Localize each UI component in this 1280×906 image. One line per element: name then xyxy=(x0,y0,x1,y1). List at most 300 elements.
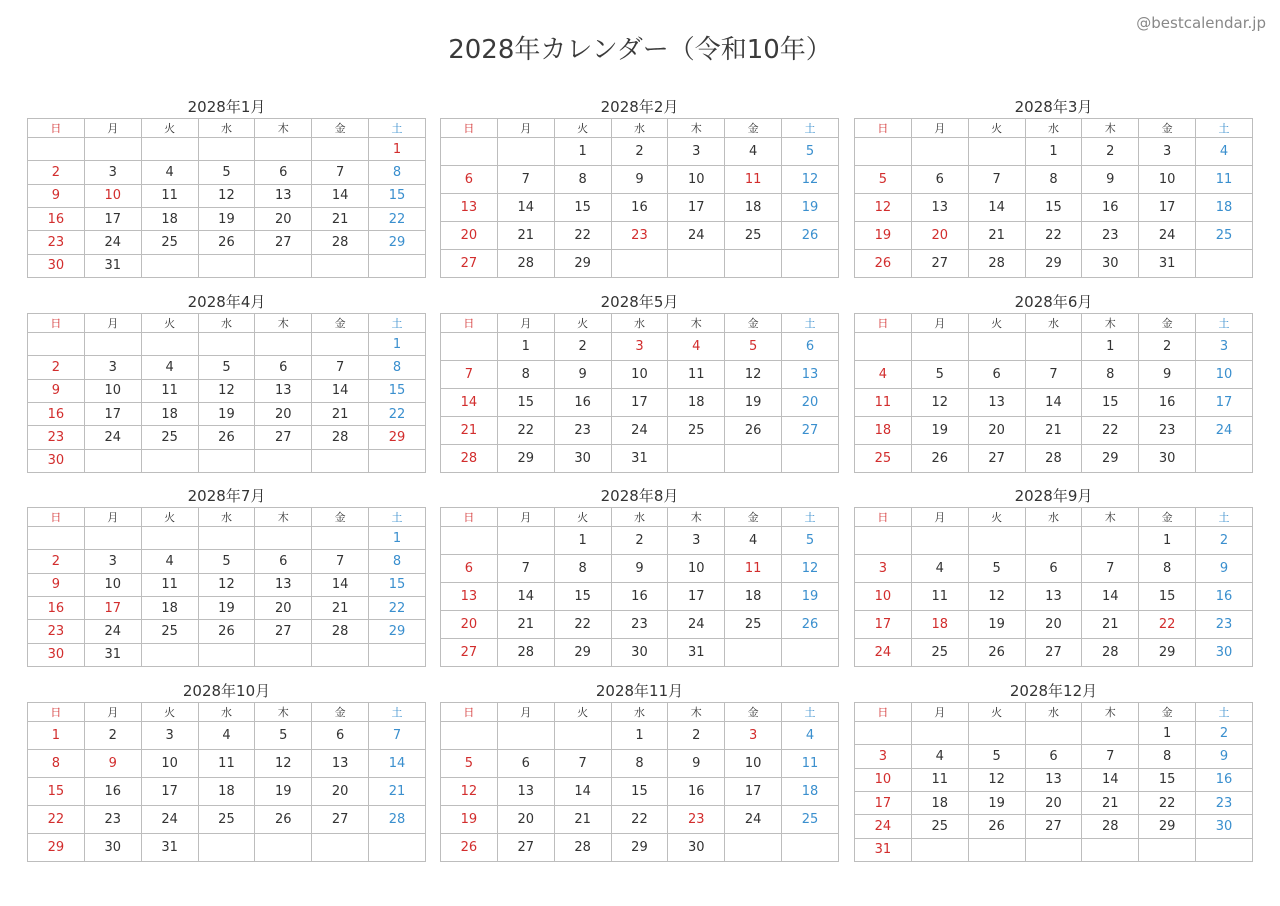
day-cell: 24 xyxy=(611,417,668,445)
day-cell: 18 xyxy=(725,583,782,611)
day-cell: 6 xyxy=(255,550,312,573)
empty-cell xyxy=(312,333,369,356)
day-cell: 31 xyxy=(141,834,198,862)
day-cell: 13 xyxy=(968,389,1025,417)
week-row xyxy=(441,445,839,473)
weekday-header-row xyxy=(855,314,1253,333)
day-cell: 5 xyxy=(782,138,839,166)
weekday-header: 水 xyxy=(198,703,255,722)
empty-cell xyxy=(84,449,141,472)
weekday-header: 土 xyxy=(782,314,839,333)
day-cell: 7 xyxy=(497,555,554,583)
weekday-header: 月 xyxy=(84,314,141,333)
day-cell: 6 xyxy=(782,333,839,361)
day-cell: 4 xyxy=(141,356,198,379)
day-cell: 20 xyxy=(497,806,554,834)
month-title: 2028年8月 xyxy=(600,487,679,505)
day-cell: 25 xyxy=(725,611,782,639)
day-cell: 23 xyxy=(611,222,668,250)
day-cell: 2 xyxy=(611,527,668,555)
day-cell: 8 xyxy=(611,750,668,778)
day-cell: 27 xyxy=(497,834,554,862)
day-cell: 30 xyxy=(1196,639,1253,667)
empty-cell xyxy=(141,643,198,666)
day-cell: 7 xyxy=(1025,361,1082,389)
weekday-header: 木 xyxy=(668,703,725,722)
day-cell: 13 xyxy=(312,750,369,778)
day-cell: 22 xyxy=(497,417,554,445)
weekday-header: 金 xyxy=(1139,508,1196,527)
day-cell: 4 xyxy=(141,550,198,573)
empty-cell xyxy=(911,333,968,361)
month-title: 2028年10月 xyxy=(182,682,271,700)
day-cell: 15 xyxy=(369,573,426,596)
empty-cell xyxy=(1082,838,1139,861)
week-row xyxy=(28,750,426,778)
day-cell: 12 xyxy=(198,379,255,402)
day-cell: 3 xyxy=(668,527,725,555)
day-cell: 14 xyxy=(1025,389,1082,417)
month-calendar xyxy=(27,483,426,665)
weekday-header-row xyxy=(441,119,839,138)
day-cell: 29 xyxy=(1139,639,1196,667)
day-cell: 29 xyxy=(611,834,668,862)
day-cell: 27 xyxy=(255,426,312,449)
day-cell: 28 xyxy=(554,834,611,862)
day-cell: 23 xyxy=(1139,417,1196,445)
empty-cell xyxy=(1139,838,1196,861)
month-table xyxy=(854,507,1253,667)
day-cell: 29 xyxy=(554,250,611,278)
day-cell: 15 xyxy=(369,379,426,402)
day-cell: 28 xyxy=(1025,445,1082,473)
day-cell: 18 xyxy=(141,207,198,230)
day-cell: 7 xyxy=(1082,745,1139,768)
day-cell: 29 xyxy=(554,639,611,667)
day-cell: 8 xyxy=(28,750,85,778)
day-cell: 28 xyxy=(1082,815,1139,838)
empty-cell xyxy=(441,138,498,166)
day-cell: 26 xyxy=(198,231,255,254)
day-cell: 8 xyxy=(1025,166,1082,194)
empty-cell xyxy=(198,449,255,472)
day-cell: 2 xyxy=(28,161,85,184)
day-cell: 1 xyxy=(554,138,611,166)
day-cell: 20 xyxy=(441,222,498,250)
day-cell: 12 xyxy=(782,555,839,583)
day-cell: 9 xyxy=(611,166,668,194)
week-row xyxy=(441,722,839,750)
day-cell: 18 xyxy=(141,402,198,425)
day-cell: 14 xyxy=(312,573,369,596)
week-row xyxy=(28,426,426,449)
weekday-header-row xyxy=(28,703,426,722)
day-cell: 12 xyxy=(968,768,1025,791)
day-cell: 9 xyxy=(28,379,85,402)
empty-cell xyxy=(198,333,255,356)
day-cell: 9 xyxy=(1196,745,1253,768)
day-cell: 5 xyxy=(441,750,498,778)
week-row xyxy=(855,745,1253,768)
empty-cell xyxy=(611,250,668,278)
empty-cell xyxy=(312,449,369,472)
weekday-header: 金 xyxy=(1139,314,1196,333)
day-cell: 11 xyxy=(725,166,782,194)
empty-cell xyxy=(968,138,1025,166)
day-cell: 12 xyxy=(782,166,839,194)
day-cell: 27 xyxy=(968,445,1025,473)
week-row xyxy=(28,402,426,425)
day-cell: 31 xyxy=(1139,250,1196,278)
day-cell: 7 xyxy=(312,550,369,573)
week-row xyxy=(855,250,1253,278)
day-cell: 23 xyxy=(28,620,85,643)
day-cell: 25 xyxy=(198,806,255,834)
month-title: 2028年3月 xyxy=(1014,98,1093,116)
week-row xyxy=(855,445,1253,473)
day-cell: 9 xyxy=(1082,166,1139,194)
day-cell: 6 xyxy=(911,166,968,194)
day-cell: 29 xyxy=(1082,445,1139,473)
empty-cell xyxy=(782,445,839,473)
week-row xyxy=(441,555,839,583)
day-cell: 14 xyxy=(1082,768,1139,791)
empty-cell xyxy=(441,722,498,750)
weekday-header: 月 xyxy=(84,508,141,527)
week-row xyxy=(855,166,1253,194)
day-cell: 13 xyxy=(782,361,839,389)
day-cell: 8 xyxy=(497,361,554,389)
empty-cell xyxy=(141,527,198,550)
day-cell: 18 xyxy=(141,596,198,619)
day-cell: 30 xyxy=(28,254,85,277)
week-row xyxy=(855,791,1253,814)
day-cell: 28 xyxy=(312,231,369,254)
day-cell: 16 xyxy=(1196,583,1253,611)
empty-cell xyxy=(255,527,312,550)
weekday-header: 木 xyxy=(1082,508,1139,527)
month-table xyxy=(27,507,426,667)
weekday-header: 土 xyxy=(1196,703,1253,722)
empty-cell xyxy=(198,254,255,277)
weekday-header: 土 xyxy=(369,703,426,722)
day-cell: 10 xyxy=(855,583,912,611)
week-row xyxy=(28,161,426,184)
day-cell: 6 xyxy=(968,361,1025,389)
day-cell: 22 xyxy=(1025,222,1082,250)
day-cell: 25 xyxy=(855,445,912,473)
day-cell: 14 xyxy=(312,184,369,207)
empty-cell xyxy=(1025,527,1082,555)
empty-cell xyxy=(1025,722,1082,745)
day-cell: 20 xyxy=(441,611,498,639)
day-cell: 17 xyxy=(668,194,725,222)
day-cell: 15 xyxy=(1139,768,1196,791)
weekday-header: 土 xyxy=(1196,119,1253,138)
empty-cell xyxy=(782,250,839,278)
day-cell: 12 xyxy=(255,750,312,778)
weekday-header: 土 xyxy=(782,703,839,722)
day-cell: 17 xyxy=(725,778,782,806)
weekday-header: 金 xyxy=(1139,119,1196,138)
weekday-header: 木 xyxy=(1082,119,1139,138)
day-cell: 10 xyxy=(1196,361,1253,389)
day-cell: 18 xyxy=(668,389,725,417)
day-cell: 26 xyxy=(198,620,255,643)
day-cell: 22 xyxy=(1139,611,1196,639)
day-cell: 26 xyxy=(782,222,839,250)
weekday-header: 水 xyxy=(1025,703,1082,722)
empty-cell xyxy=(497,722,554,750)
day-cell: 13 xyxy=(255,184,312,207)
day-cell: 29 xyxy=(1139,815,1196,838)
month-title: 2028年12月 xyxy=(1009,682,1098,700)
day-cell: 20 xyxy=(255,596,312,619)
empty-cell xyxy=(441,527,498,555)
day-cell: 10 xyxy=(855,768,912,791)
empty-cell xyxy=(497,527,554,555)
weekday-header: 火 xyxy=(968,508,1025,527)
day-cell: 26 xyxy=(198,426,255,449)
day-cell: 20 xyxy=(312,778,369,806)
empty-cell xyxy=(497,138,554,166)
weekday-header-row xyxy=(28,508,426,527)
day-cell: 3 xyxy=(141,722,198,750)
month-table xyxy=(854,702,1253,862)
empty-cell xyxy=(141,254,198,277)
day-cell: 30 xyxy=(668,834,725,862)
day-cell: 3 xyxy=(725,722,782,750)
day-cell: 24 xyxy=(855,639,912,667)
day-cell: 21 xyxy=(1025,417,1082,445)
empty-cell xyxy=(198,138,255,161)
day-cell: 23 xyxy=(28,231,85,254)
day-cell: 18 xyxy=(1196,194,1253,222)
empty-cell xyxy=(1196,250,1253,278)
day-cell: 9 xyxy=(611,555,668,583)
day-cell: 12 xyxy=(441,778,498,806)
month-table xyxy=(854,313,1253,473)
month-table xyxy=(854,118,1253,278)
month-calendar xyxy=(27,289,426,471)
day-cell: 19 xyxy=(198,402,255,425)
day-cell: 4 xyxy=(198,722,255,750)
day-cell: 15 xyxy=(554,194,611,222)
weekday-header: 水 xyxy=(611,314,668,333)
week-row xyxy=(28,550,426,573)
week-row xyxy=(441,806,839,834)
day-cell: 17 xyxy=(855,791,912,814)
empty-cell xyxy=(725,834,782,862)
day-cell: 4 xyxy=(911,555,968,583)
day-cell: 9 xyxy=(28,573,85,596)
day-cell: 16 xyxy=(1196,768,1253,791)
day-cell: 20 xyxy=(1025,611,1082,639)
day-cell: 23 xyxy=(28,426,85,449)
week-row xyxy=(855,583,1253,611)
weekday-header: 日 xyxy=(28,119,85,138)
day-cell: 27 xyxy=(441,250,498,278)
day-cell: 21 xyxy=(312,596,369,619)
day-cell: 3 xyxy=(668,138,725,166)
day-cell: 30 xyxy=(554,445,611,473)
empty-cell xyxy=(1196,445,1253,473)
weekday-header-row xyxy=(855,508,1253,527)
weekday-header: 月 xyxy=(911,314,968,333)
day-cell: 6 xyxy=(441,555,498,583)
empty-cell xyxy=(725,250,782,278)
day-cell: 30 xyxy=(1196,815,1253,838)
day-cell: 2 xyxy=(668,722,725,750)
day-cell: 18 xyxy=(911,791,968,814)
day-cell: 8 xyxy=(369,550,426,573)
day-cell: 22 xyxy=(369,402,426,425)
day-cell: 21 xyxy=(497,222,554,250)
weekday-header: 日 xyxy=(441,314,498,333)
weekday-header: 月 xyxy=(911,703,968,722)
empty-cell xyxy=(911,722,968,745)
day-cell: 31 xyxy=(611,445,668,473)
day-cell: 12 xyxy=(968,583,1025,611)
day-cell: 10 xyxy=(141,750,198,778)
day-cell: 23 xyxy=(1082,222,1139,250)
day-cell: 6 xyxy=(255,161,312,184)
week-row xyxy=(855,222,1253,250)
day-cell: 3 xyxy=(855,745,912,768)
day-cell: 3 xyxy=(1139,138,1196,166)
weekday-header: 水 xyxy=(611,703,668,722)
day-cell: 15 xyxy=(369,184,426,207)
day-cell: 22 xyxy=(1139,791,1196,814)
empty-cell xyxy=(369,643,426,666)
day-cell: 28 xyxy=(312,620,369,643)
empty-cell xyxy=(28,138,85,161)
empty-cell xyxy=(1025,838,1082,861)
week-row xyxy=(28,806,426,834)
day-cell: 11 xyxy=(911,583,968,611)
weekday-header: 水 xyxy=(198,314,255,333)
week-row xyxy=(855,389,1253,417)
day-cell: 6 xyxy=(255,356,312,379)
day-cell: 3 xyxy=(84,550,141,573)
week-row xyxy=(28,722,426,750)
day-cell: 18 xyxy=(855,417,912,445)
day-cell: 21 xyxy=(497,611,554,639)
weekday-header: 日 xyxy=(855,703,912,722)
day-cell: 20 xyxy=(1025,791,1082,814)
empty-cell xyxy=(369,449,426,472)
week-row xyxy=(28,138,426,161)
weekday-header-row xyxy=(28,119,426,138)
day-cell: 15 xyxy=(497,389,554,417)
month-title: 2028年5月 xyxy=(600,293,679,311)
day-cell: 30 xyxy=(84,834,141,862)
weekday-header: 木 xyxy=(668,314,725,333)
day-cell: 8 xyxy=(554,166,611,194)
day-cell: 29 xyxy=(369,426,426,449)
day-cell: 4 xyxy=(141,161,198,184)
empty-cell xyxy=(725,445,782,473)
empty-cell xyxy=(911,527,968,555)
day-cell: 25 xyxy=(668,417,725,445)
weekday-header: 金 xyxy=(725,314,782,333)
day-cell: 20 xyxy=(782,389,839,417)
day-cell: 27 xyxy=(312,806,369,834)
day-cell: 6 xyxy=(1025,555,1082,583)
weekday-header: 火 xyxy=(141,703,198,722)
day-cell: 16 xyxy=(28,596,85,619)
month-title: 2028年2月 xyxy=(600,98,679,116)
day-cell: 2 xyxy=(611,138,668,166)
week-row xyxy=(441,639,839,667)
day-cell: 16 xyxy=(28,402,85,425)
day-cell: 25 xyxy=(141,426,198,449)
empty-cell xyxy=(141,138,198,161)
weekday-header: 土 xyxy=(782,119,839,138)
weekday-header: 月 xyxy=(911,119,968,138)
week-row xyxy=(28,379,426,402)
day-cell: 16 xyxy=(1082,194,1139,222)
site-watermark[interactable]: @bestcalendar.jp xyxy=(1136,14,1266,32)
day-cell: 28 xyxy=(441,445,498,473)
week-row xyxy=(28,596,426,619)
day-cell: 29 xyxy=(497,445,554,473)
day-cell: 21 xyxy=(1082,611,1139,639)
month-calendar xyxy=(440,483,839,665)
weekday-header: 金 xyxy=(725,703,782,722)
week-row xyxy=(855,639,1253,667)
day-cell: 24 xyxy=(725,806,782,834)
day-cell: 19 xyxy=(855,222,912,250)
week-row xyxy=(855,838,1253,861)
week-row xyxy=(441,778,839,806)
week-row xyxy=(441,527,839,555)
day-cell: 7 xyxy=(312,356,369,379)
day-cell: 1 xyxy=(497,333,554,361)
day-cell: 30 xyxy=(1139,445,1196,473)
month-calendar xyxy=(440,678,839,860)
day-cell: 14 xyxy=(441,389,498,417)
day-cell: 27 xyxy=(1025,815,1082,838)
day-cell: 22 xyxy=(369,596,426,619)
day-cell: 13 xyxy=(1025,768,1082,791)
week-row xyxy=(28,834,426,862)
day-cell: 17 xyxy=(1139,194,1196,222)
week-row xyxy=(28,333,426,356)
weekday-header: 水 xyxy=(611,119,668,138)
empty-cell xyxy=(198,643,255,666)
weekday-header: 土 xyxy=(1196,314,1253,333)
day-cell: 3 xyxy=(611,333,668,361)
day-cell: 4 xyxy=(725,527,782,555)
day-cell: 11 xyxy=(198,750,255,778)
day-cell: 17 xyxy=(84,596,141,619)
day-cell: 24 xyxy=(84,620,141,643)
day-cell: 2 xyxy=(1139,333,1196,361)
month-calendar xyxy=(440,289,839,471)
day-cell: 4 xyxy=(911,745,968,768)
weekday-header: 月 xyxy=(84,119,141,138)
weekday-header: 日 xyxy=(28,703,85,722)
week-row xyxy=(28,207,426,230)
day-cell: 26 xyxy=(968,639,1025,667)
weekday-header: 火 xyxy=(554,703,611,722)
day-cell: 24 xyxy=(668,222,725,250)
day-cell: 5 xyxy=(968,555,1025,583)
day-cell: 20 xyxy=(255,207,312,230)
week-row xyxy=(441,333,839,361)
day-cell: 24 xyxy=(141,806,198,834)
